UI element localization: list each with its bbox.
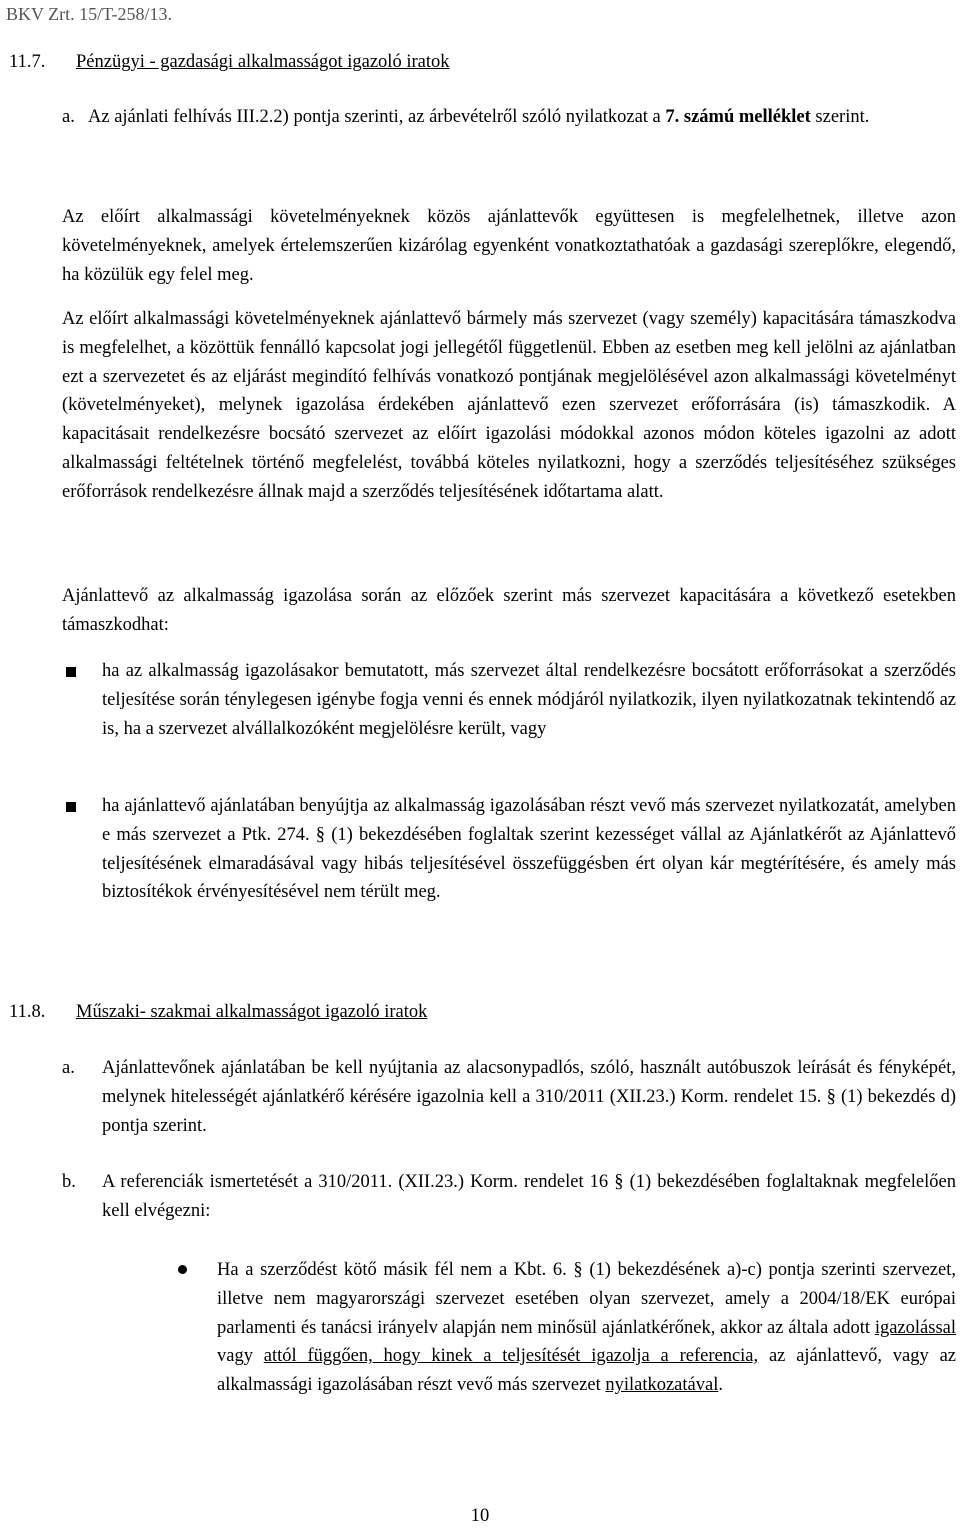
item-a-vehicles: Ajánlattevőnek ajánlatában be kell nyújtania az alacsonypadlós, szóló, használt autóbuszok leírását és fényképét, melynek hitelességét ajánlatkérő kérésére igazolnia kell a 310/2011 (XII.23.) Korm. rendelet 15. § (1) bekezdés d) pontja szerint. — [102, 1058, 956, 1136]
bullet-item-1: ha az alkalmasság igazolásakor bemutatott, más szervezet által rendelkezésre bocsátott erőforrásokat a szerződés teljesítése során ténylegesen igénybe fogja venni és ennek módjáról nyilatkozik, ilyen nyilatkozatnak tekintendő az is, ha a szervezet alvállalkozóként megjelölésre került, vagy — [102, 661, 956, 739]
section-11-7-title: Pénzügyi - gazdasági alkalmasságot igazoló iratok — [76, 52, 450, 72]
bullet-reference-condition: Ha a szerződést kötő másik fél nem a Kbt. 6. § (1) bekezdésének a)-c) pontja szerinti szervezet, illetve nem magyarországi szervezet esetében olyan szervezet, amely a 2004/18/EK európai parlamenti és tanácsi irányelv alapján nem minősül ajánlatkérőnek, akkor az általa adott igazolással vagy attól függően, hogy kinek a teljesítését igazolja a referencia, az ajánlattevő, vagy az alkalmassági igazolásában részt vevő más szervezet nyilatkozatával. — [217, 1260, 956, 1396]
section-11-7-number: 11.7. — [9, 52, 46, 72]
page-number: 10 — [470, 1506, 490, 1526]
square-bullet-icon — [66, 792, 96, 821]
item-a-text: Az ajánlati felhívás III.2.2) pontja szerinti, az árbevételről szóló nyilatkozat a 7. számú melléklet szerint. — [88, 107, 870, 127]
bullet-item-2: ha ajánlattevő ajánlatában benyújtja az alkalmasság igazolásában részt vevő más szervezet nyilatkozatát, amelyben e más szervezet a Ptk. 274. § (1) bekezdésében foglaltak szerint kezességet vállal az Ajánlatkérőt az Ajánlattevő teljesítésének elmaradásával vagy hibás teljesítésével összefüggésben ért olyan kár megtérítésére, és amely más biztosítékok érvényesítésével nem térült meg. — [102, 796, 956, 903]
square-bullet-icon — [66, 657, 96, 686]
item-a-label: a. — [62, 1058, 75, 1078]
item-a-label: a. — [62, 107, 75, 127]
round-bullet-icon — [178, 1256, 208, 1285]
section-11-8-number: 11.8. — [9, 1002, 46, 1022]
item-b-label: b. — [62, 1172, 76, 1192]
paragraph-joint-bidders: Az előírt alkalmassági követelményeknek közös ajánlattevők együttesen is megfelelhetnek, illetve azon követelményeknek, amelyek értelemszerűen kizárólag egyenként vonatkoztathatóak a gazdasági szereplőkre, elegendő, ha közülük egy felel meg. — [62, 207, 956, 285]
paragraph-capacity: Az előírt alkalmassági követelményeknek ajánlattevő bármely más szervezet (vagy személy) kapacitására támaszkodva is megfelelhet, a közöttük fennálló kapcsolat jogi jellegétől függetlenül. Ebben az esetben meg kell jelölni az ajánlatban ezt a szervezetet és az eljárást megindító felhívás vonatkozó pontjának megjelölésével azon alkalmassági követelményt (követelményeket), melynek igazolása érdekében ajánlattevő ezen szervezet erőforrására (is) támaszkodik. A kapacitásait rendelkezésre bocsátó szervezet az előírt igazolási módokkal azonos módon köteles igazolni az adott alkalmassági feltételnek történő megfelelést, továbbá köteles nyilatkozni, hogy a szerződés teljesítéséhez szükséges erőforrások rendelkezésre állnak majd a szerződés teljesítésének időtartama alatt. — [62, 309, 956, 502]
section-11-8-title: Műszaki- szakmai alkalmasságot igazoló iratok — [76, 1002, 428, 1022]
item-b-references: A referenciák ismertetését a 310/2011. (XII.23.) Korm. rendelet 16 § (1) bekezdésében foglaltaknak megfelelően kell elvégezni: — [102, 1172, 956, 1221]
paragraph-cases-intro: Ajánlattevő az alkalmasság igazolása során az előzőek szerint más szervezet kapacitására a következő esetekben támaszkodhat: — [62, 586, 956, 635]
document-header: BKV Zrt. 15/T-258/13. — [6, 4, 173, 24]
